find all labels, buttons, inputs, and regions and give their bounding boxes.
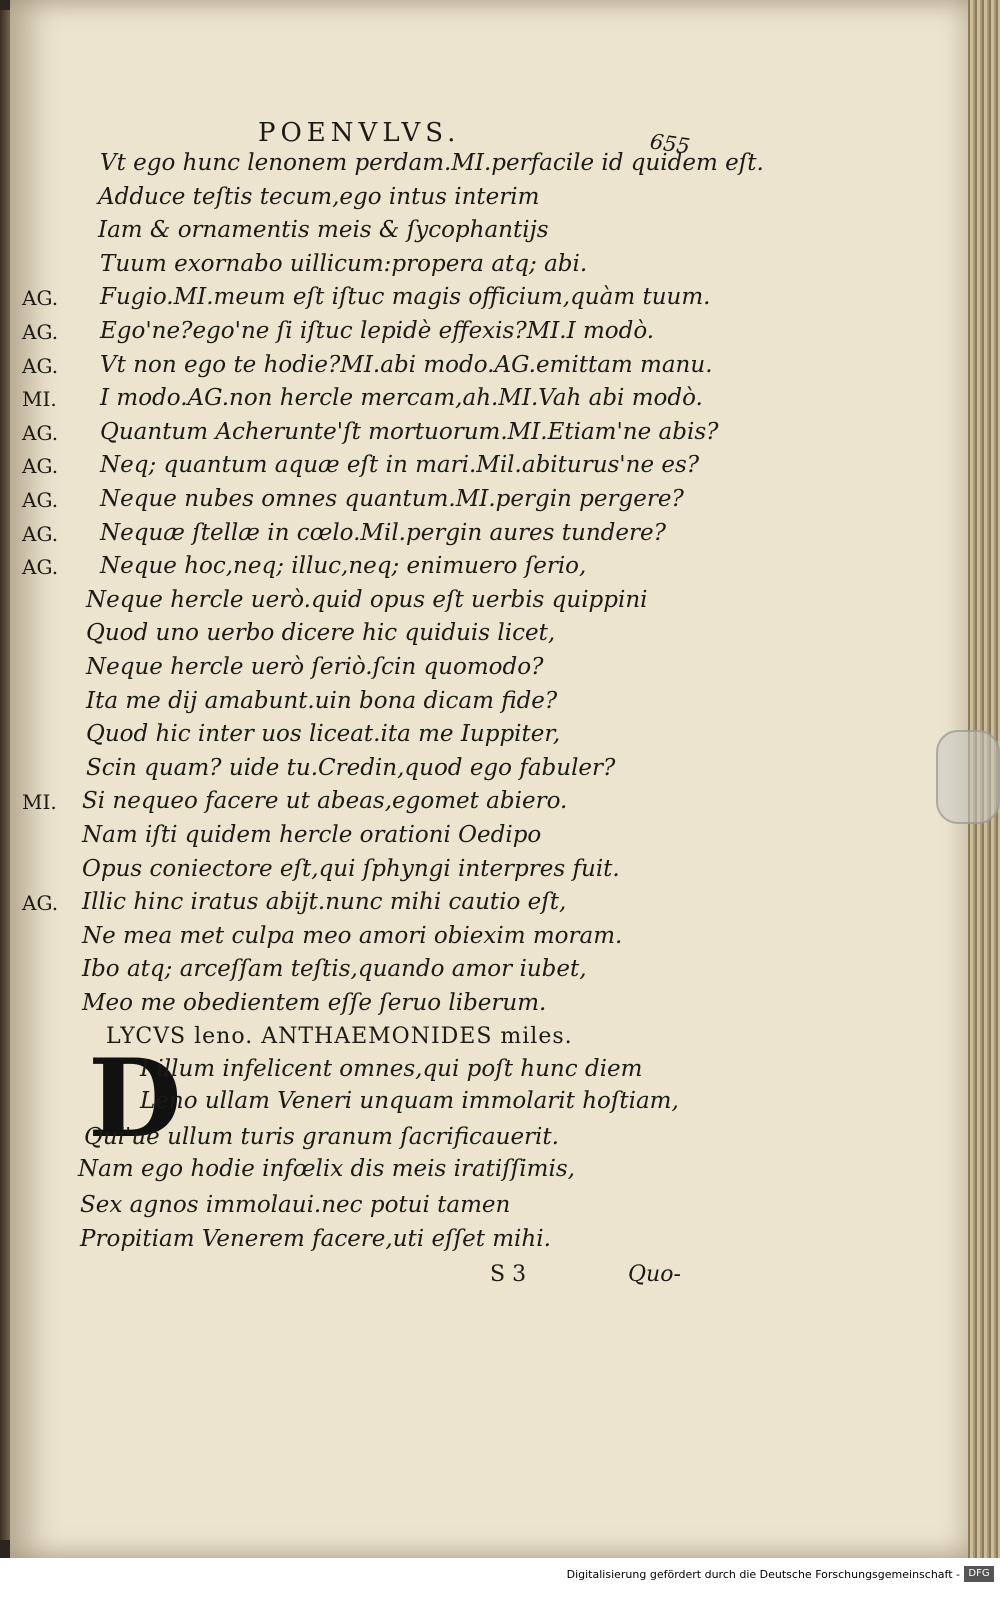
footer-bar <box>0 1558 1000 1598</box>
folio-number: 655 <box>648 129 692 159</box>
verse-line: Illic hinc iratus abijt.nunc mihi cautio eſt, <box>82 889 567 916</box>
verse-line: Vt ego hunc lenonem perdam.MI.perfacile id quidem eſt. <box>100 150 764 176</box>
drop-capital: D <box>88 1036 182 1162</box>
catchword: Quo- <box>628 1262 681 1287</box>
scene-verse-line: Leno ullam Veneri unquam immolarit hoſtiam, <box>140 1088 679 1114</box>
scene-heading: LYCVS leno. ANTHAEMONIDES miles. <box>106 1024 573 1049</box>
scene-verse-line: Propitiam Venerem facere,uti eſſet mihi. <box>80 1226 551 1252</box>
verse-line: Ne mea met culpa meo amori obiexim moram. <box>82 922 623 949</box>
signature-mark: S 3 <box>490 1262 527 1287</box>
verse-line: Opus coniectore eſt,qui ſphyngi interpres fuit. <box>82 855 620 882</box>
verse-line: Ego'ne?ego'ne ſi iſtuc lepidè effexis?MI.I modò. <box>100 318 655 344</box>
verse-line: Tuum exornabo uillicum:propera atq; abi. <box>100 250 588 277</box>
speaker-label: AG. <box>22 555 59 580</box>
speaker-label: AG. <box>22 521 59 546</box>
speaker-label: AG. <box>22 420 59 445</box>
verse-line: Scin quam? uide tu.Credin,quod ego fabuler? <box>86 754 616 781</box>
verse-line: Nequæ ſtellæ in cœlo.Mil.pergin aures tundere? <box>100 519 666 546</box>
footer-text: Digitalisierung gefördert durch die Deutsche Forschungsgemeinschaft - <box>566 1568 960 1581</box>
speaker-label: AG. <box>22 488 59 512</box>
verse-line: Vt non ego te hodie?MI.abi modo.AG.emittam manu. <box>100 351 713 378</box>
verse-line: Quod hic inter uos liceat.ita me Iuppiter, <box>86 721 561 748</box>
verse-line: Quantum Acherunte'ſt mortuorum.MI.Etiam'ne abis? <box>100 418 719 445</box>
scene-verse-line: Sex agnos immolaui.nec potui tamen <box>80 1192 511 1218</box>
verse-line: Iam & ornamentis meis & ſycophantijs <box>98 217 549 244</box>
running-head: POENVLVS. <box>258 118 461 148</box>
page-clip <box>936 730 1000 824</box>
verse-line: I modo.AG.non hercle mercam,ah.MI.Vah abi modò. <box>100 385 703 412</box>
verse-line: Si nequeo facere ut abeas,egomet abiero. <box>82 788 568 815</box>
verse-line: Quod uno uerbo dicere hic quiduis licet, <box>86 620 556 647</box>
verse-line: Meo me obedientem eſſe ſeruo liberum. <box>82 990 547 1016</box>
dfg-logo: DFG <box>964 1566 994 1582</box>
verse-line: Neque hoc,neq; illuc,neq; enimuero ſerio, <box>100 553 587 580</box>
verse-line: Neque hercle uerò.quid opus eſt uerbis quippini <box>86 586 648 613</box>
scene-verse-line: Qui'ue ullum turis granum ſacrificauerit. <box>84 1124 559 1150</box>
speaker-label: AG. <box>22 320 59 344</box>
verse-line: Neq; quantum aquæ eſt in mari.Mil.abiturus'ne es? <box>100 452 700 479</box>
speaker-label: MI. <box>22 387 57 412</box>
speaker-label: AG. <box>22 891 59 916</box>
scene-verse-line: I illum infelicent omnes,qui poſt hunc diem <box>140 1056 643 1082</box>
verse-line: Nam iſti quidem hercle orationi Oedipo <box>82 822 542 848</box>
speaker-label: AG. <box>22 353 59 378</box>
verse-line: Ibo atq; arceſſam teſtis,quando amor iubet, <box>82 956 587 983</box>
speaker-label: MI. <box>22 790 57 815</box>
speaker-label: AG. <box>22 286 59 311</box>
verse-line: Ita me dij amabunt.uin bona dicam fide? <box>86 687 558 714</box>
verse-line: Fugio.MI.meum eſt iſtuc magis officium,quàm tuum. <box>100 284 711 311</box>
verse-line: Adduce teſtis tecum,ego intus interim <box>98 183 540 210</box>
verse-line: Neque nubes omnes quantum.MI.pergin pergere? <box>100 486 684 512</box>
speaker-label: AG. <box>22 454 59 479</box>
scene-verse-line: Nam ego hodie infœlix dis meis iratiſſimis, <box>78 1156 575 1182</box>
verse-line: Neque hercle uerò ſeriò.ſcin quomodo? <box>86 654 544 680</box>
